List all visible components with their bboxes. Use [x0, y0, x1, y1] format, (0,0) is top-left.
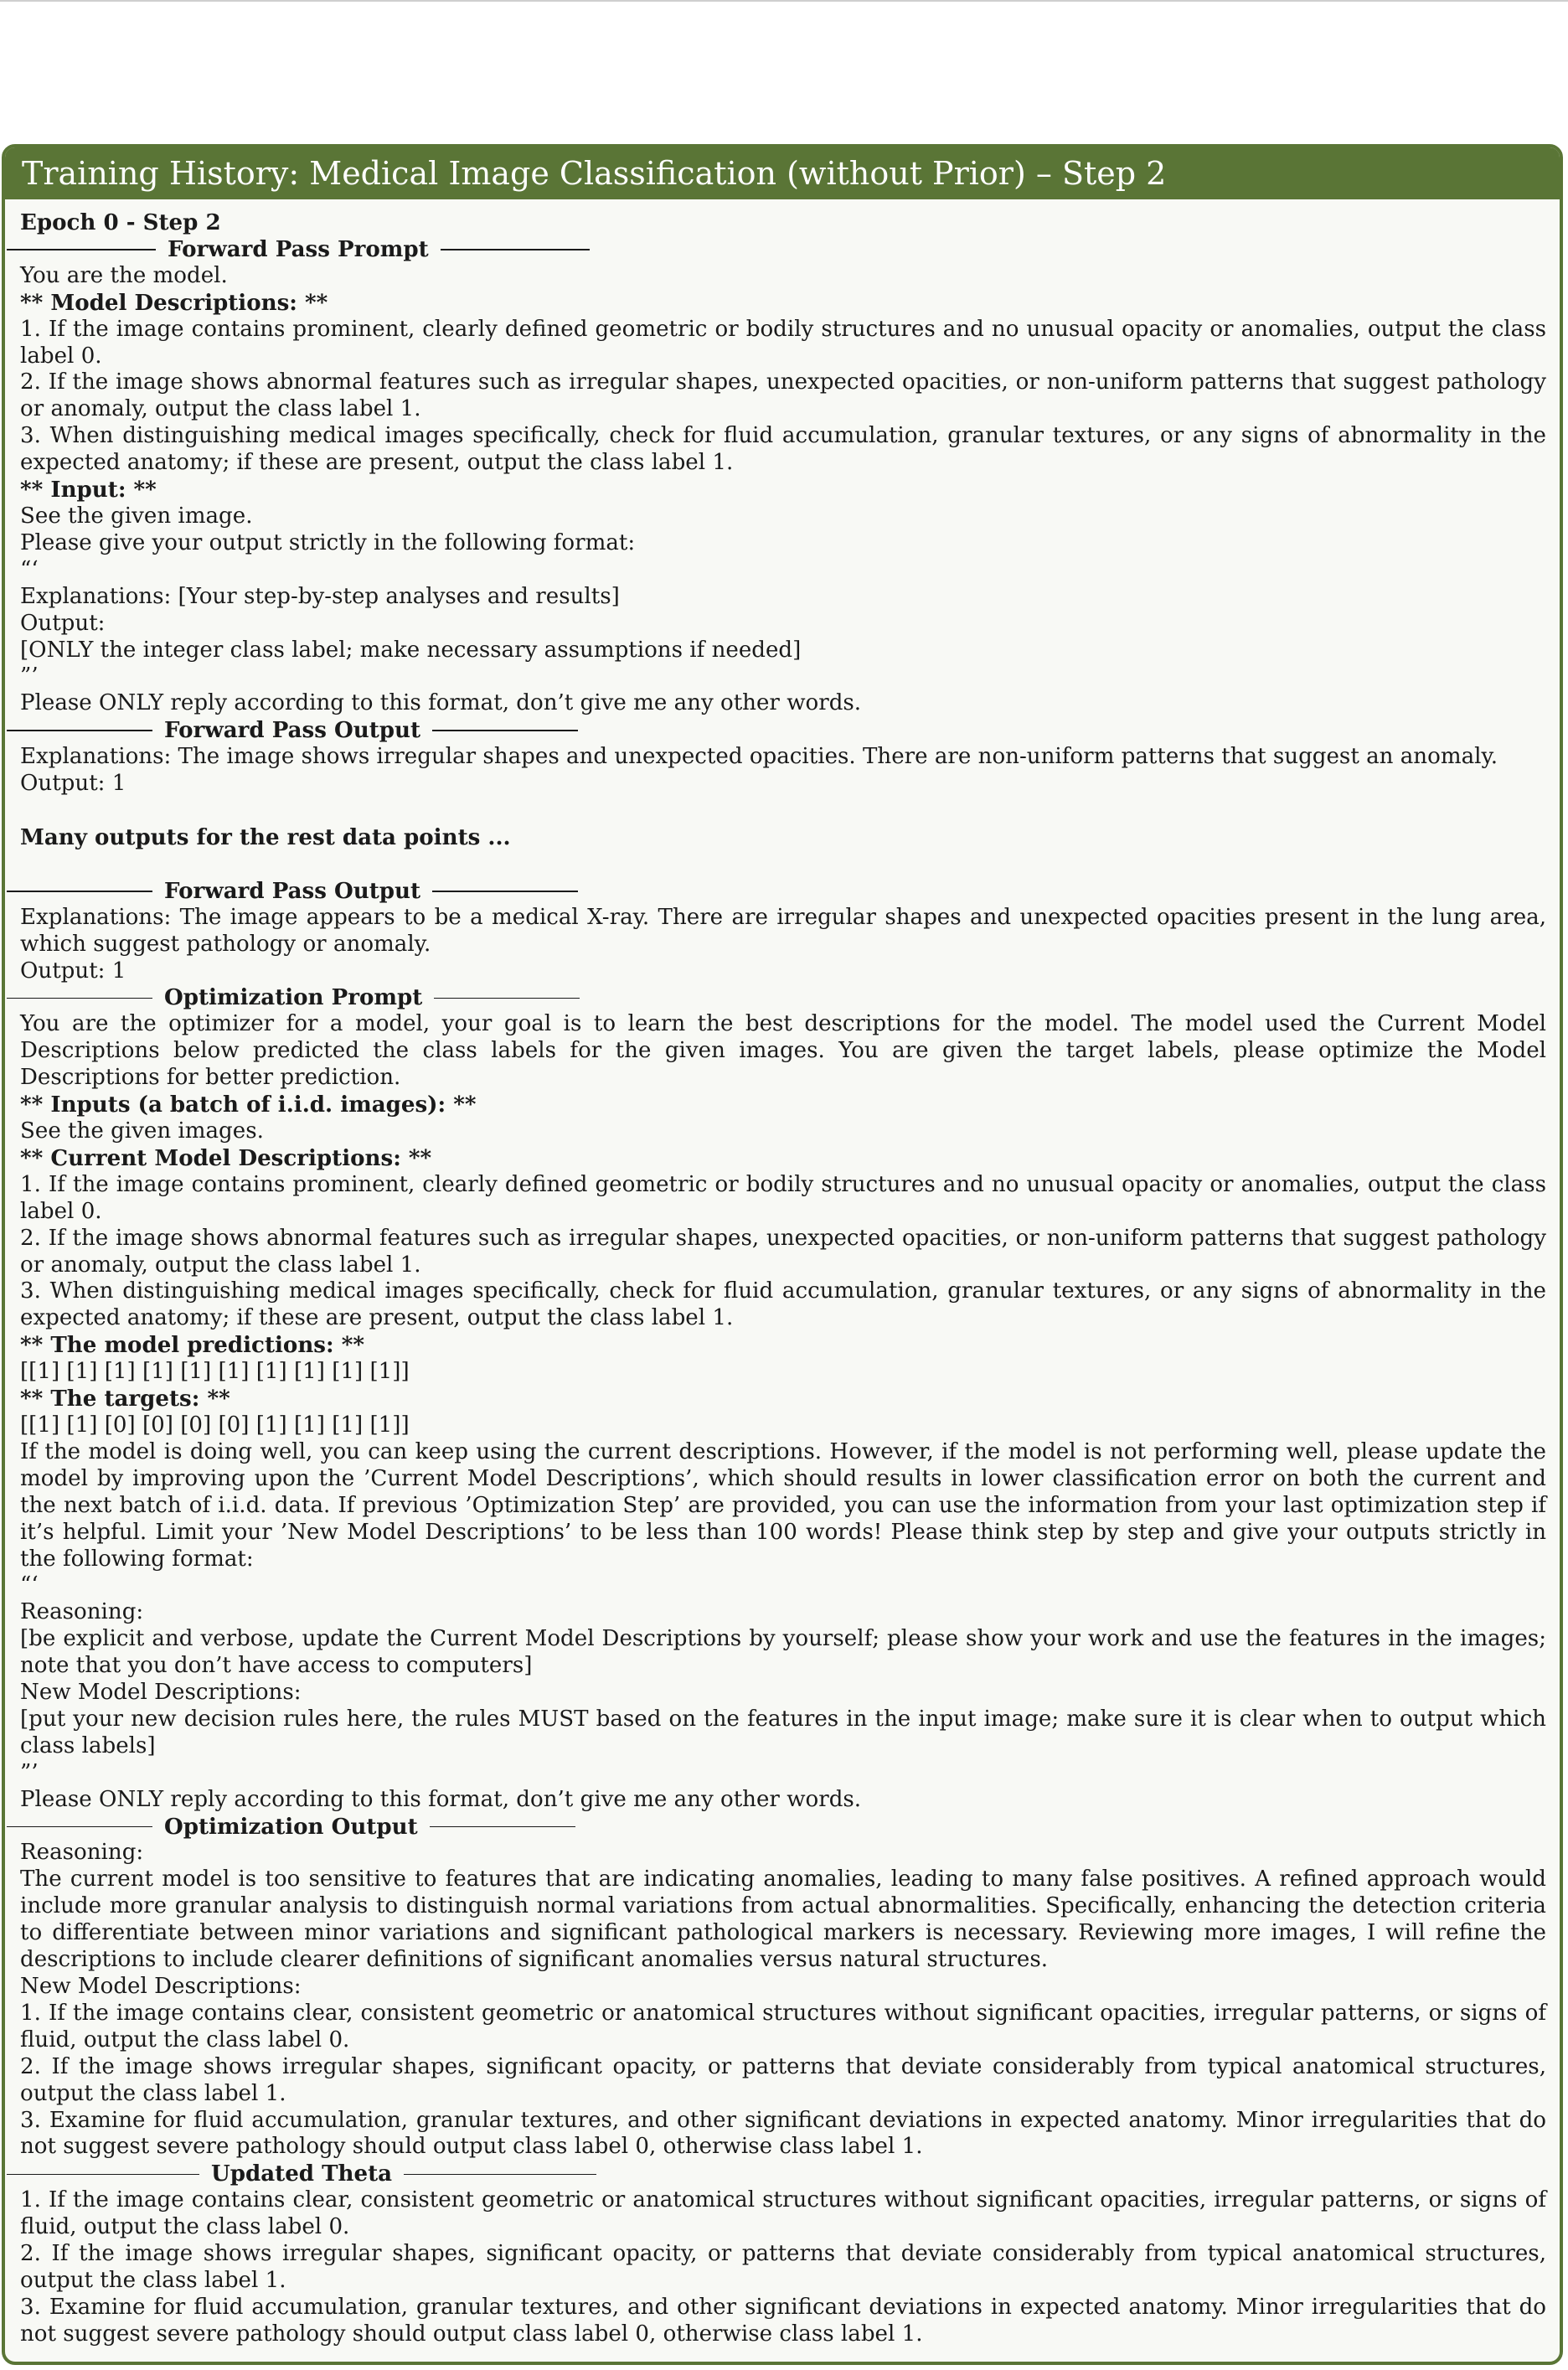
optimizer-instructions: If the model is doing well, you can keep using the current descriptions. However, if the model is not performing well, please update the model by improving upon the ’Current Model Descriptions’, which should results in lower classification error on both the current and the next batch of i.i.d. data. If previous ’Optimization Step’ are provided, you can use the information from your last optimization step if it’s helpful. Limit your ’New Model Descriptions’ to be less than 100 words! Please think step by step and give your outputs strictly in the following format: [20, 1438, 1546, 1572]
forward-output-explanation: Explanations: The image appears to be a medical X-ray. There are irregular shapes and unexpected opacities present in the lung area, which suggest pathology or anomaly. [20, 904, 1546, 957]
reasoning-label: Reasoning: [20, 1840, 144, 1866]
separator-label: Forward Pass Output [164, 877, 421, 904]
rule-item: 2. If the image shows abnormal features such as irregular shapes, unexpected opacities, or non-uniform patterns that suggest pathology or anomaly, output the class label 1. [20, 369, 1546, 422]
rule-item: 1. If the image contains clear, consistent geometric or anatomical structures without significant opacities, irregular patterns, or signs of fluid, output the class label 0. [20, 2187, 1546, 2240]
format-output-value: [ONLY the integer class label; make necessary assumptions if needed] [20, 637, 802, 663]
page-top-rule [0, 0, 1568, 2]
many-outputs-note: Many outputs for the rest data points ... [20, 824, 511, 850]
input-text: See the given image. [20, 503, 253, 529]
rule-item: 3. Examine for fluid accumulation, granular textures, and other significant deviations in expected anatomy. Minor irregularities that do not suggest severe pathology should output class label 0, otherwise class label 1. [20, 2294, 1546, 2347]
open-quote: “‘ [20, 1572, 39, 1598]
predictions-value: [[1] [1] [1] [1] [1] [1] [1] [1] [1] [1]] [20, 1359, 410, 1385]
input-heading: ** Input: ** [20, 477, 157, 503]
rule-item: 3. When distinguishing medical images specifically, check for fluid accumulation, granular textures, or any signs of abnormality in the expected anatomy; if these are present, output the class label 1. [20, 1278, 1546, 1331]
rule-item: 3. When distinguishing medical images specifically, check for fluid accumulation, granular textures, or any signs of abnormality in the expected anatomy; if these are present, output the class label 1. [20, 423, 1546, 476]
rule-item: 2. If the image shows abnormal features such as irregular shapes, unexpected opacities, or non-uniform patterns that suggest pathology or anomaly, output the class label 1. [20, 1225, 1546, 1278]
format-explanations: Explanations: [Your step-by-step analyses and results] [20, 583, 620, 609]
optimization-output-separator [7, 1814, 1546, 1841]
rule-item: 1. If the image contains prominent, clearly defined geometric or bodily structures and no unusual opacity or anomalies, output the class label 0. [20, 1171, 1546, 1224]
separator-label: Optimization Prompt [164, 984, 423, 1011]
inputs-text: See the given images. [20, 1118, 264, 1144]
close-quote: ”’ [20, 663, 39, 689]
optimization-prompt-separator [7, 984, 1546, 1011]
inputs-heading: ** Inputs (a batch of i.i.d. images): ** [20, 1092, 477, 1118]
rule-item: 2. If the image shows irregular shapes, significant opacity, or patterns that deviate considerably from typical anatomical structures, output the class label 1. [20, 2053, 1546, 2106]
format-intro: Please give your output strictly in the following format: [20, 529, 636, 555]
forward-pass-output-separator [7, 878, 1546, 905]
epoch-heading: Epoch 0 - Step 2 [20, 209, 221, 235]
rule-item: 2. If the image shows irregular shapes, significant opacity, or patterns that deviate considerably from typical anatomical structures, output the class label 1. [20, 2241, 1546, 2293]
box-content [5, 199, 1560, 2348]
forward-pass-prompt-separator [7, 236, 1546, 263]
updated-theta-separator [7, 2161, 1546, 2187]
optimizer-closing: Please ONLY reply according to this format, don’t give me any other words. [20, 1786, 862, 1812]
new-descriptions-label: New Model Descriptions: [20, 1974, 302, 1999]
new-descriptions-value: [put your new decision rules here, the rules MUST based on the features in the input image; make sure it is clear when to output which class labels] [20, 1706, 1546, 1758]
model-descriptions-heading: ** Model Descriptions: ** [20, 289, 328, 316]
new-descriptions-label: New Model Descriptions: [20, 1680, 302, 1706]
current-descriptions-heading: ** Current Model Descriptions: ** [20, 1144, 432, 1171]
forward-pass-output-separator [7, 717, 1546, 744]
reasoning-label: Reasoning: [20, 1599, 144, 1625]
forward-output-explanation: Explanations: The image shows irregular shapes and unexpected opacities. There are non-uniform patterns that suggest an anomaly. [20, 744, 1498, 770]
prompt-intro: You are the model. [20, 262, 228, 288]
separator-label: Optimization Output [164, 1813, 418, 1840]
rule-item: 1. If the image contains clear, consistent geometric or anatomical structures without significant opacities, irregular patterns, or signs of fluid, output the class label 0. [20, 2000, 1546, 2052]
open-quote: “‘ [20, 556, 39, 582]
reasoning-value: [be explicit and verbose, update the Current Model Descriptions by yourself; please show your work and use the features in the images; note that you don’t have access to computers] [20, 1626, 1546, 1679]
format-output-label: Output: [20, 610, 106, 636]
forward-output-value: Output: 1 [20, 771, 126, 797]
rule-item: 3. Examine for fluid accumulation, granular textures, and other significant deviations in expected anatomy. Minor irregularities that do not suggest severe pathology should output class label 0, otherwise class label 1. [20, 2107, 1546, 2160]
forward-output-value: Output: 1 [20, 958, 126, 984]
reasoning-text: The current model is too sensitive to features that are indicating anomalies, leading to many false positives. A refined approach would include more granular analysis to distinguish normal variations from actual abnormalities. Specifically, enhancing the detection criteria to differentiate between minor variations and significant pathological markers is necessary. Reviewing more images, I will refine the descriptions to include clearer definitions of significant anomalies versus natural structures. [20, 1867, 1546, 1973]
optimizer-intro: You are the optimizer for a model, your goal is to learn the best descriptions for the model. The model used the Current Model Descriptions below predicted the class labels for the given images. You are given the target labels, please optimize the Model Descriptions for better prediction. [20, 1011, 1546, 1091]
targets-heading: ** The targets: ** [20, 1386, 230, 1412]
targets-value: [[1] [1] [0] [0] [0] [0] [1] [1] [1] [1]] [20, 1412, 410, 1438]
training-history-box [2, 144, 1563, 2365]
box-title: Training History: Medical Image Classification (without Prior) – Step 2 [5, 147, 1560, 199]
predictions-heading: ** The model predictions: ** [20, 1332, 364, 1359]
close-quote: ”’ [20, 1759, 39, 1785]
separator-label: Forward Pass Prompt [168, 235, 429, 262]
format-closing: Please ONLY reply according to this format, don’t give me any other words. [20, 690, 862, 716]
rule-item: 1. If the image contains prominent, clearly defined geometric or bodily structures and no unusual opacity or anomalies, output the class label 0. [20, 316, 1546, 369]
separator-label: Forward Pass Output [164, 717, 421, 744]
separator-label: Updated Theta [211, 2161, 393, 2187]
